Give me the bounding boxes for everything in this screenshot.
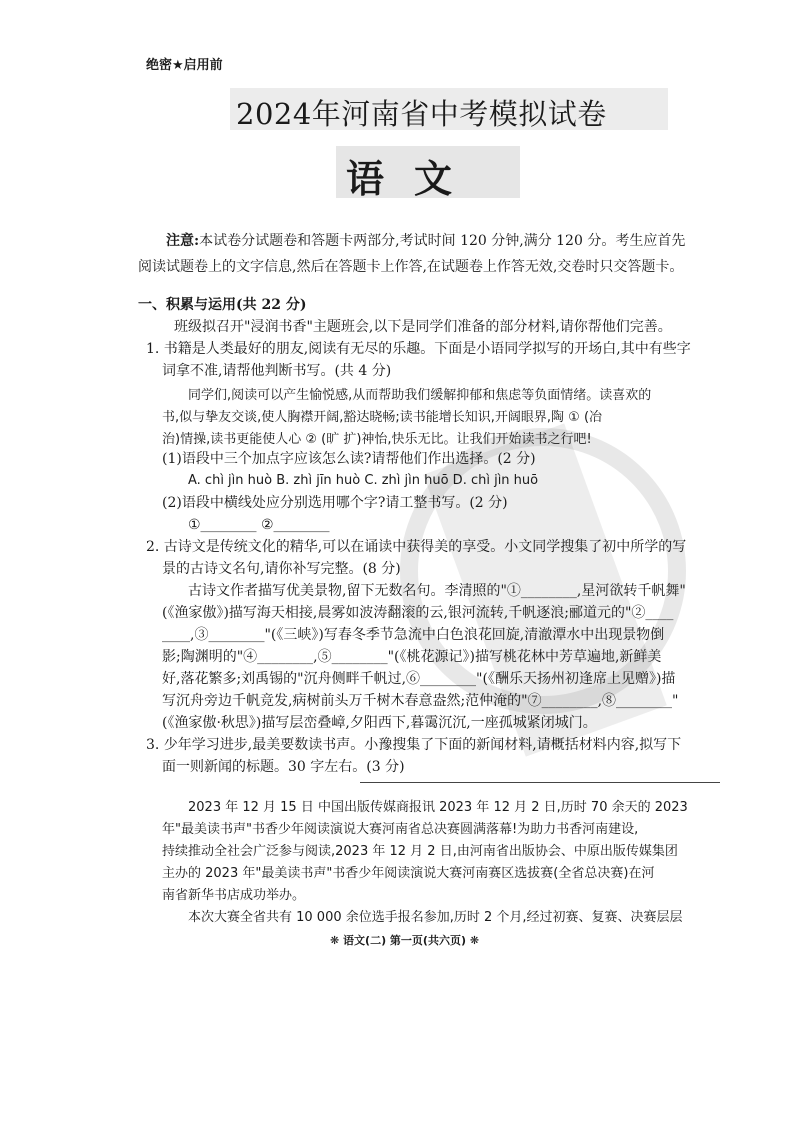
q3-line-1: 3. 少年学习进步,最美要数读书声。小豫搜集了下面的新闻材料,请概括材料内容,拟写下 [146,737,682,753]
notice-label: 注意: [166,233,200,249]
news-line-4: 主办的 2023 年"最美读书声"书香少年阅读演说大赛河南赛区选拔赛(全省总决赛)在河 [162,866,655,881]
subject-title: 语文 [346,156,483,201]
q3-line-2: 面一则新闻的标题。30 字左右。(3 分) [162,759,405,775]
secret-label: 绝密★启用前 [146,58,223,73]
q1-sub-1: (1)语段中三个加点字应该怎么读?请帮他们作出选择。(2 分) [162,451,536,467]
exam-title: 2024年河南省中考模拟试卷 [236,97,607,131]
passage-line-2: 书,似与挚友交谈,使人胸襟开阔,豁达晓畅;读书能增长知识,开阔眼界,陶 ① (冶 [162,410,603,425]
news-line-3: 持续推动全社会广泛参与阅读,2023 年 12 月 2 日,由河南省出版协会、中原出版传媒集团 [162,844,678,859]
notice-text: 本试卷分试题卷和答题卡两部分,考试时间 120 分钟,满分 120 分。考生应首先阅读试题卷上的文字信息,然后在答题卡上作答,在试题卷上作答无效,交卷时只交答题卡。 [138,233,686,275]
q1-answer-blanks: ①________ ②________ [188,517,330,533]
news-line-2: 年"最美读书声"书香少年阅读演说大赛河南省总决赛圆满落幕!为助力书香河南建设, [162,822,639,837]
q2-line-4: (《渔家傲》)描写海天相接,晨雾如波涛翻滚的云,银河流转,千帆逐浪;郦道元的"②____ [162,605,674,621]
section-intro: 班级拟召开"浸润书香"主题班会,以下是同学们准备的部分材料,请你帮他们完善。 [174,319,672,335]
q2-line-2: 景的古诗文名句,请你补写完整。(8 分) [162,561,401,577]
passage-line-3: 治)情操,读书更能使人心 ② (旷 扩)神怡,快乐无比。让我们开始读书之行吧! [162,432,592,447]
news-line-1: 2023 年 12 月 15 日 中国出版传媒商报讯 2023 年 12 月 2 日,历时 70 余天的 2023 [188,800,688,815]
q2-line-5: ____,③________"(《三峡》)写春冬季节急流中白色浪花回旋,清澈潭水中出现景物倒 [162,627,665,643]
q2-line-6: 影;陶渊明的"④________,⑤________"(《桃花源记》)描写桃花林中芳草遍地,新鲜美 [162,649,662,665]
q1-sub-2: (2)语段中横线处应分别选用哪个字?请工整书写。(2 分) [162,495,508,511]
news-line-6: 本次大赛全省共有 10 000 余位选手报名参加,历时 2 个月,经过初赛、复赛、决赛层层 [188,910,683,925]
answer-line [360,782,720,783]
q2-line-8: 写沉舟旁边千帆竞发,病树前头万千树木春意盎然;范仲淹的"⑦________,⑧________" [162,693,679,709]
q2-line-3: 古诗文作者描写优美景物,留下无数名句。李清照的"①________,星河欲转千帆舞" [188,583,686,599]
q2-line-1: 2. 古诗文是传统文化的精华,可以在诵读中获得美的享受。小文同学搜集了初中所学的写 [146,539,687,555]
notice [138,228,694,280]
q1-options: A. chì jìn huò B. zhì jīn huò C. zhì jìn huō D. chì jìn huō [188,473,539,488]
passage-line-1: 同学们,阅读可以产生愉悦感,从而帮助我们缓解抑郁和焦虑等负面情绪。读喜欢的 [188,388,652,403]
q1-line-2: 词拿不准,请帮他判断书写。(共 4 分) [162,363,392,379]
q1-line-1: 1. 书籍是人类最好的朋友,阅读有无尽的乐趣。下面是小语同学拟写的开场白,其中有些字 [146,341,691,357]
news-line-5: 南省新华书店成功举办。 [162,888,306,903]
q2-line-9: (《渔家傲·秋思》)描写层峦叠嶂,夕阳西下,暮霭沉沉,一座孤城紧闭城门。 [162,715,597,731]
section-heading: 一、积累与运用(共 22 分) [138,297,307,313]
page-footer: ❋ 语文(二) 第一页(共六页) ❋ [330,934,480,947]
q2-line-7: 好,落花繁多;刘禹锡的"沉舟侧畔千帆过,⑥________"(《酬乐天扬州初逢席上见赠》)描 [162,671,676,687]
